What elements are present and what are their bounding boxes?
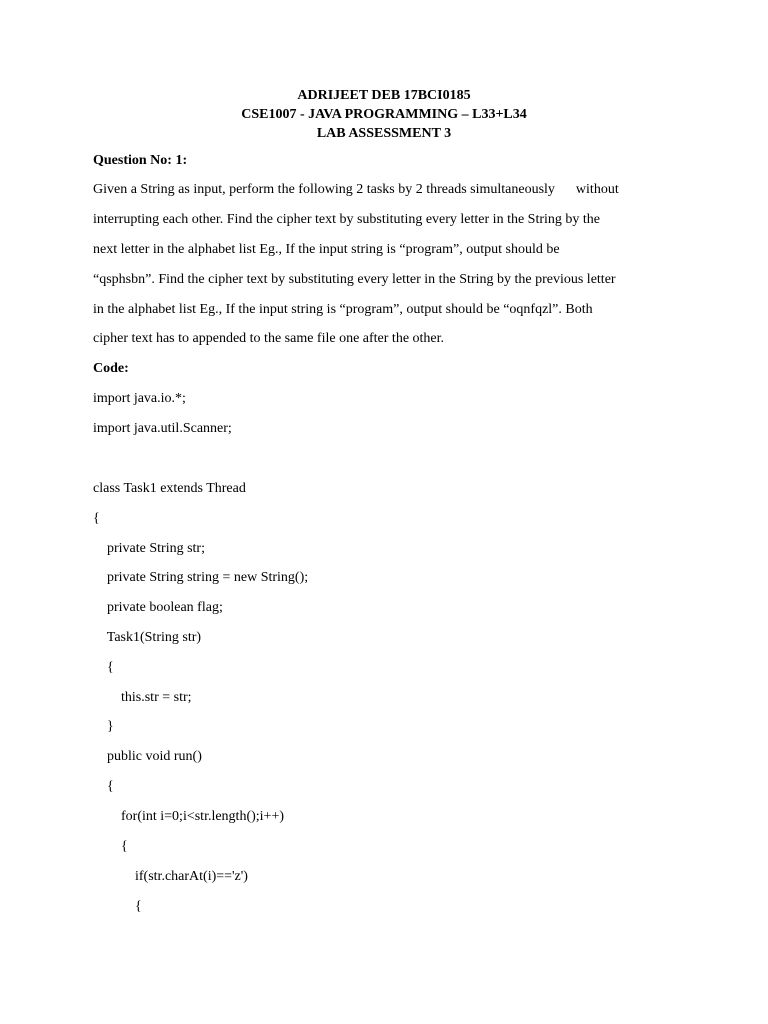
code-line: public void run() (93, 749, 202, 764)
code-line: for(int i=0;i<str.length();i++) (93, 809, 285, 824)
question-label: Question No: 1: (93, 153, 188, 168)
code-line: { (93, 899, 142, 914)
question-line: “qsphsbn”. Find the cipher text by substituting every letter in the String by the previous letter (93, 272, 616, 287)
assessment-line: LAB ASSESSMENT 3 (316, 126, 452, 141)
code-label: Code: (93, 361, 129, 376)
code-line: import java.io.*; (93, 391, 186, 406)
question-line: Given a String as input, perform the following 2 tasks by 2 threads simultaneously without (93, 182, 619, 197)
code-line: { (93, 660, 114, 675)
code-line: } (93, 719, 114, 734)
document-header (0, 86, 768, 143)
code-line: private String str; (93, 541, 205, 556)
code-line: import java.util.Scanner; (93, 421, 232, 436)
code-line: private String string = new String(); (93, 570, 309, 585)
code-line: class Task1 extends Thread (93, 481, 246, 496)
code-line: { (93, 511, 100, 526)
question-line: cipher text has to appended to the same file one after the other. (93, 331, 445, 346)
code-line: private boolean flag; (93, 600, 223, 615)
course-line: CSE1007 - JAVA PROGRAMMING – L33+L34 (241, 107, 527, 122)
question-line: next letter in the alphabet list Eg., If the input string is “program”, output should be (93, 242, 560, 257)
code-line: { (93, 779, 114, 794)
question-line: in the alphabet list Eg., If the input string is “program”, output should be “oqnfqzl”. Both (93, 302, 593, 317)
code-line: if(str.charAt(i)=='z') (93, 869, 248, 884)
code-line: { (93, 839, 128, 854)
code-line: this.str = str; (93, 690, 192, 705)
author-line: ADRIJEET DEB 17BCI0185 (297, 88, 471, 103)
question-line: interrupting each other. Find the cipher text by substituting every letter in the String by the (93, 212, 601, 227)
code-line: Task1(String str) (93, 630, 202, 645)
